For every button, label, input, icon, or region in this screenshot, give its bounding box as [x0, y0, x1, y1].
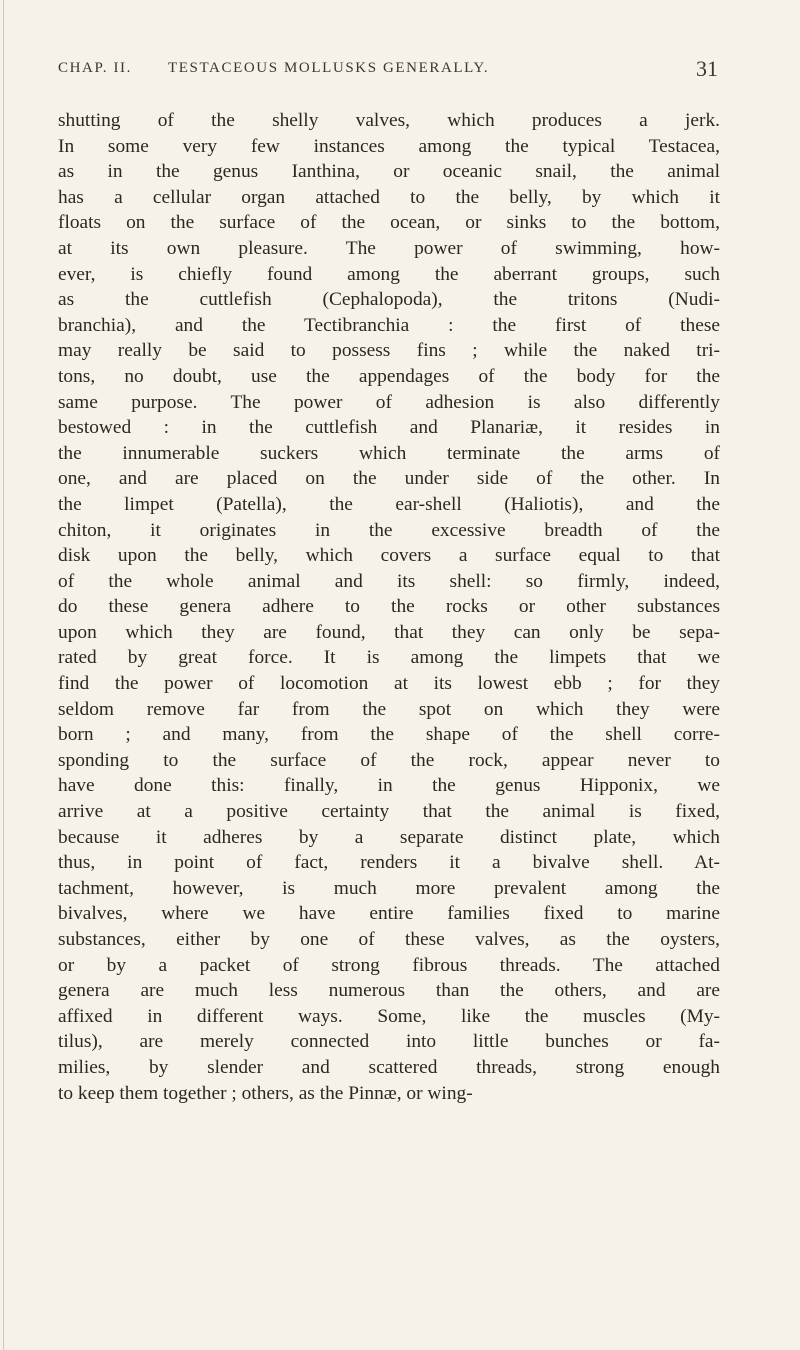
page-number: 31 [696, 56, 718, 81]
text-line: may really be said to possess fins ; while the naked tri- [58, 340, 720, 362]
text-line: as in the genus Ianthina, or oceanic snail, the animal [58, 161, 720, 183]
text-line: In some very few instances among the typical Testacea, [58, 135, 720, 157]
text-line: at its own pleasure. The power of swimming, how- [58, 237, 720, 259]
text-line: upon which they are found, that they can only be sepa- [58, 621, 720, 643]
text-line: bivalves, where we have entire families fixed to marine [58, 903, 720, 925]
text-line: same purpose. The power of adhesion is also differently [58, 391, 720, 413]
text-line: one, and are placed on the under side of the other. In [58, 468, 720, 490]
text-line: seldom remove far from the spot on which they were [58, 698, 720, 720]
text-line: of the whole animal and its shell: so firmly, indeed, [58, 570, 720, 592]
chapter-label: CHAP. II. [58, 60, 132, 76]
body-paragraph [58, 108, 720, 1106]
text-line: thus, in point of fact, renders it a bivalve shell. At- [58, 852, 720, 874]
text-line: arrive at a positive certainty that the animal is fixed, [58, 801, 720, 823]
text-line: rated by great force. It is among the limpets that we [58, 647, 720, 669]
text-line: branchia), and the Tectibranchia : the first of these [58, 314, 720, 336]
text-line: disk upon the belly, which covers a surface equal to that [58, 545, 720, 567]
text-line: because it adheres by a separate distinct plate, which [58, 826, 720, 848]
running-title: TESTACEOUS MOLLUSKS GENERALLY. [168, 60, 490, 76]
text-line: or by a packet of strong fibrous threads. The attached [58, 954, 720, 976]
text-line: have done this: finally, in the genus Hipponix, we [58, 775, 720, 797]
text-line: has a cellular organ attached to the belly, by which it [58, 186, 720, 208]
text-line: chiton, it originates in the excessive breadth of the [58, 519, 720, 541]
text-line: tachment, however, is much more prevalent among the [58, 877, 720, 899]
text-line: the limpet (Patella), the ear-shell (Haliotis), and the [58, 493, 720, 515]
text-line: born ; and many, from the shape of the shell corre- [58, 724, 720, 746]
text-line: the innumerable suckers which terminate the arms of [58, 442, 720, 464]
text-line: affixed in different ways. Some, like the muscles (My- [58, 1005, 720, 1027]
text-line: tons, no doubt, use the appendages of the body for the [58, 365, 720, 387]
text-line: floats on the surface of the ocean, or sinks to the bottom, [58, 212, 720, 234]
text-line: genera are much less numerous than the others, and are [58, 980, 720, 1002]
text-line: as the cuttlefish (Cephalopoda), the tritons (Nudi- [58, 289, 720, 311]
text-line: tilus), are merely connected into little bunches or fa- [58, 1031, 720, 1053]
text-line: find the power of locomotion at its lowest ebb ; for they [58, 673, 720, 695]
page-edge-divider [3, 0, 4, 1350]
text-line: substances, either by one of these valves, as the oysters, [58, 929, 720, 950]
text-line: ever, is chiefly found among the aberrant groups, such [58, 263, 720, 285]
text-line: bestowed : in the cuttlefish and Planariæ, it resides in [58, 417, 720, 439]
text-line: sponding to the surface of the rock, appear never to [58, 749, 720, 771]
text-line: do these genera adhere to the rocks or other substances [58, 596, 720, 618]
text-line: shutting of the shelly valves, which produces a jerk. [58, 110, 720, 131]
running-header [58, 56, 718, 84]
text-line: to keep them together ; others, as the Pinnæ, or wing- [58, 1082, 473, 1104]
text-line: milies, by slender and scattered threads, strong enough [58, 1056, 720, 1078]
